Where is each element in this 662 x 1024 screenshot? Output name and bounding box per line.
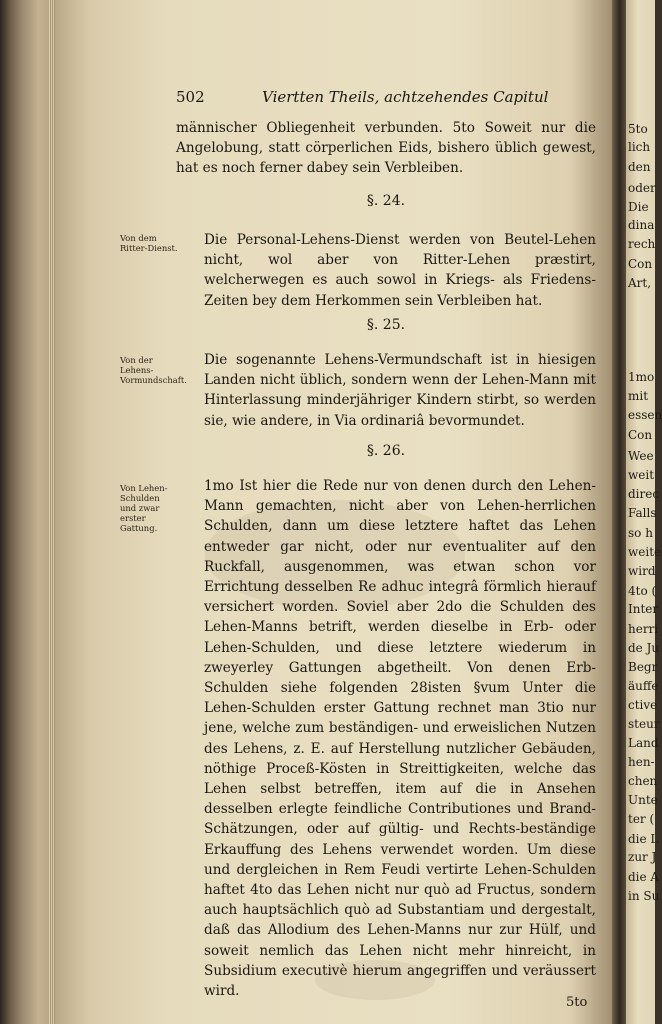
right-page-fragment: mit [628, 389, 649, 403]
right-page-fragment: hen- [628, 755, 655, 769]
right-page-fragment: den [628, 160, 651, 174]
right-page-fragment: direc [628, 487, 660, 501]
right-page-fragment: 5to [628, 122, 648, 136]
section-heading-24: §. 24. [366, 193, 406, 209]
right-page-fragment: herri [628, 622, 659, 636]
section-text-26 [176, 476, 596, 1001]
right-page-fragment: 1mo [628, 370, 655, 384]
section-heading-25: §. 25. [366, 317, 406, 333]
right-page-fragment: Die [628, 200, 649, 214]
margin-note-25: Von der Lehens-Vormundschaft. [120, 355, 187, 385]
section-body-25: Die sogenannte Lehens-Vermundschaft ist in hiesigen Landen nicht üblich, sondern wenn der Lehen-Mann mit Hinterlassung minderjähriger Kindern stirbt, so werden sie, wie andere, in Via ordinariâ bevormundet. [204, 352, 596, 429]
right-page-fragment: de Ju [628, 641, 660, 655]
intro-paragraph [176, 118, 596, 179]
right-page-fragment: lich [628, 140, 651, 154]
right-page-fragment: Unte [628, 793, 658, 807]
running-title: Viertten Theils, achtzehendes Capitul [262, 88, 549, 106]
right-page-fragment: Con [628, 257, 653, 271]
intro-text: männischer Obliegenheit verbunden. 5to Soweit nur die Angelobung, statt cörperlichen Eids, bishero üblich gewest, hat es noch ferner dabey sein Verbleiben. [176, 120, 596, 177]
right-page-fragment: weite [628, 545, 662, 559]
right-page-fragment: die L [628, 832, 659, 846]
right-page-fragment: dina [628, 218, 655, 232]
section-text-24 [176, 230, 596, 311]
right-page-fragment: chen [628, 774, 658, 788]
right-page-fragment: so h [628, 526, 653, 540]
right-page-fragment: ter ( [628, 812, 655, 826]
section-text-25 [176, 350, 596, 431]
right-page-fragment: äuffe [628, 679, 659, 693]
right-page-fragment: Begr [628, 660, 658, 674]
right-page-fragment: die A [628, 870, 660, 884]
right-page-fragment: 4to ( [628, 584, 657, 598]
margin-note-26: Von Lehen-Schulden und zwar erster Gattung. [120, 483, 168, 533]
right-page-fragment: weit [628, 468, 655, 482]
book-gutter [612, 0, 626, 1024]
section-body-26: 1mo Ist hier die Rede nur von denen durch den Lehen-Mann gemachten, nicht aber von Lehen-herrlichen Schulden, dann um diese letztere haftet das Lehen entweder gar nicht, oder nur eventualiter auf den Ruckfall, ausgenommen, was etwan schon vor Errichtung desselben Re adhuc integrâ förmlich hierauf versichert worden. Soviel aber 2do die Schulden des Lehen-Manns betrift, werden dieselbe in Erb- oder Lehen-Schulden, und diese letztere wiederum in zweyerley Gattungen abgetheilt. Von denen Erb-Schulden siehe folgenden 28isten §vum Unter die Lehen-Schulden erster Gattung rechnet man 3tio nur jene, welche zum beständigen- und erweislichen Nutzen des Lehens, z. E. auf Herstellung nutzlicher Gebäuden, nöthige Proceß-Kösten in Streittigkeiten, welche das Lehen selbst betreffen, item auf die in Ansehen desselben erlegte feindliche Contributiones und Brand-Schätzungen, oder auf gültig- und Rechts-beständige Erkauffung des Lehens verwendet worden. Um diese und dergleichen in Rem Feudi vertirte Lehen-Schulden haftet 4to das Lehen nicht nur quò ad Fructus, sondern auch hauptsächlich quò ad Substantiam und dergestalt, daß das Allodium des Lehen-Manns nur zur Hülf, und soweit nemlich das Lehen nicht mehr hinreicht, in Subsidium executivè hierum angegriffen und veräussert wird. [204, 478, 596, 1000]
right-page-fragment: oder [628, 181, 656, 195]
right-page-fragment: in Su [628, 889, 660, 903]
catchword: 5to [566, 995, 588, 1010]
right-page-fragment: essen [628, 408, 662, 422]
right-page-fragment: Land [628, 736, 659, 750]
right-page-fragment: Wee [628, 449, 654, 463]
section-body-24: Die Personal-Lehens-Dienst werden von Beutel-Lehen nicht, wol aber von Ritter-Lehen præstirt, welcherwegen es auch sowol in Kriegs- als Friedens-Zeiten bey dem Herkommen sein Verbleiben hat. [204, 232, 596, 309]
right-page-fragment: Inter [628, 602, 659, 616]
right-page-fragment: Art, [628, 276, 652, 290]
right-page-fragment: steur [628, 717, 660, 731]
right-page-fragment: ctive [628, 698, 658, 712]
margin-note-24: Von dem Ritter-Dienst. [120, 233, 178, 253]
right-page-fragment: wird [628, 564, 656, 578]
section-heading-26: §. 26. [366, 443, 406, 459]
right-page-fragment: Falls [628, 506, 657, 520]
right-page-fragment: rech [628, 237, 656, 251]
right-page-fragment: Con [628, 428, 653, 442]
book-spine [0, 0, 55, 1024]
right-page-fragment: zur J [628, 850, 657, 864]
page-number: 502 [176, 88, 205, 106]
